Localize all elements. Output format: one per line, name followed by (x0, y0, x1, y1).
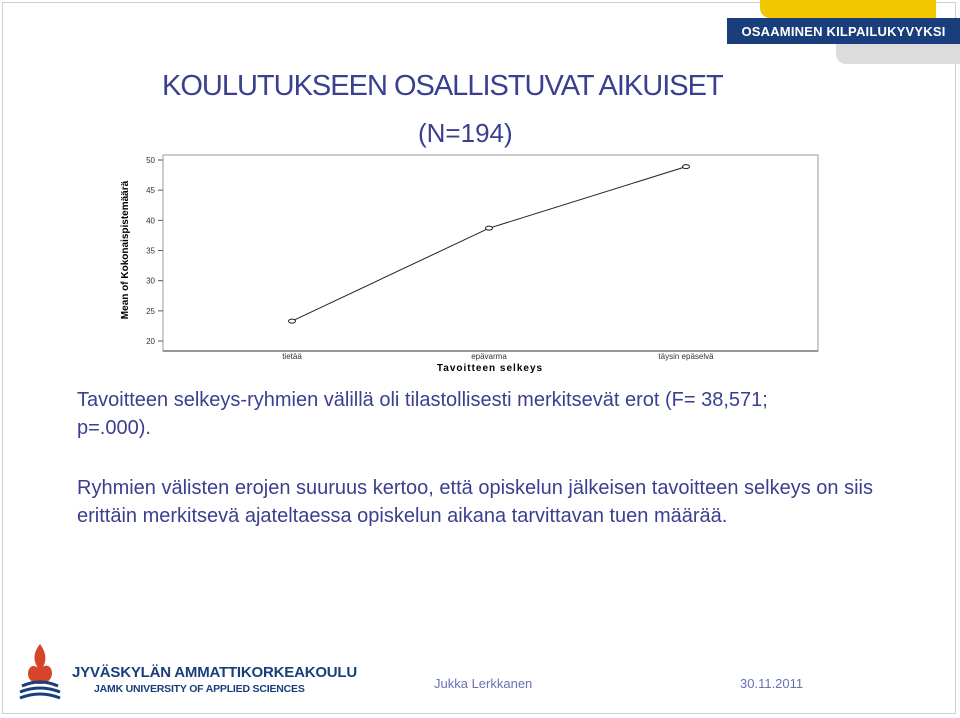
paragraph-anova-result: Tavoitteen selkeys-ryhmien välillä oli tilastollisesti merkitsevät erot (F= 38,571; p=.000). (77, 389, 768, 439)
y-axis-label: Mean of Kokonaispistemäärä (120, 180, 131, 320)
line-chart (105, 150, 825, 380)
footer-author: Jukka Lerkkanen (434, 676, 533, 691)
paragraph-interpretation: Ryhmien välisten erojen suuruus kertoo, että opiskelun jälkeisen tavoitteen selkeys on siis erittäin merkitsevä ajateltaessa opiskelun aikana tarvittavan tuen määrää. (77, 477, 873, 527)
top-banner: OSAAMINEN KILPAILUKYVYKSI (727, 18, 960, 44)
x-tick-label: tietää (282, 352, 302, 361)
slide-title: KOULUTUKSEEN OSALLISTUVAT AIKUISET (162, 70, 723, 102)
data-points (289, 165, 690, 323)
y-axis-ticks (146, 156, 163, 346)
footer-date: 30.11.2011 (740, 676, 804, 691)
x-tick-label: epävarma (471, 352, 507, 361)
slide-subtitle: (N=194) (418, 118, 513, 148)
x-axis-ticks (282, 352, 714, 361)
plot-area-frame (163, 155, 818, 351)
series-line (292, 167, 686, 321)
y-tick-label: 20 (146, 337, 155, 346)
x-axis-label: Tavoitteen selkeys (436, 363, 544, 374)
banner-gold-stripe (760, 0, 936, 18)
y-tick-label: 50 (146, 156, 155, 165)
data-point (683, 165, 690, 169)
x-tick-label: täysin epäselvä (658, 352, 714, 361)
y-tick-label: 30 (146, 276, 155, 286)
banner-grey-stripe (836, 44, 960, 64)
y-tick-label: 35 (146, 246, 155, 256)
y-tick-label: 40 (146, 216, 155, 226)
logo-name-english: JAMK UNIVERSITY OF APPLIED SCIENCES (94, 683, 305, 695)
y-tick-label: 45 (146, 186, 155, 196)
data-point (486, 226, 493, 230)
y-tick-label: 25 (146, 306, 155, 316)
logo-name-finnish: JYVÄSKYLÄN AMMATTIKORKEAKOULU (72, 664, 358, 681)
data-point (289, 319, 296, 323)
jamk-flame-logo-icon (14, 640, 66, 706)
